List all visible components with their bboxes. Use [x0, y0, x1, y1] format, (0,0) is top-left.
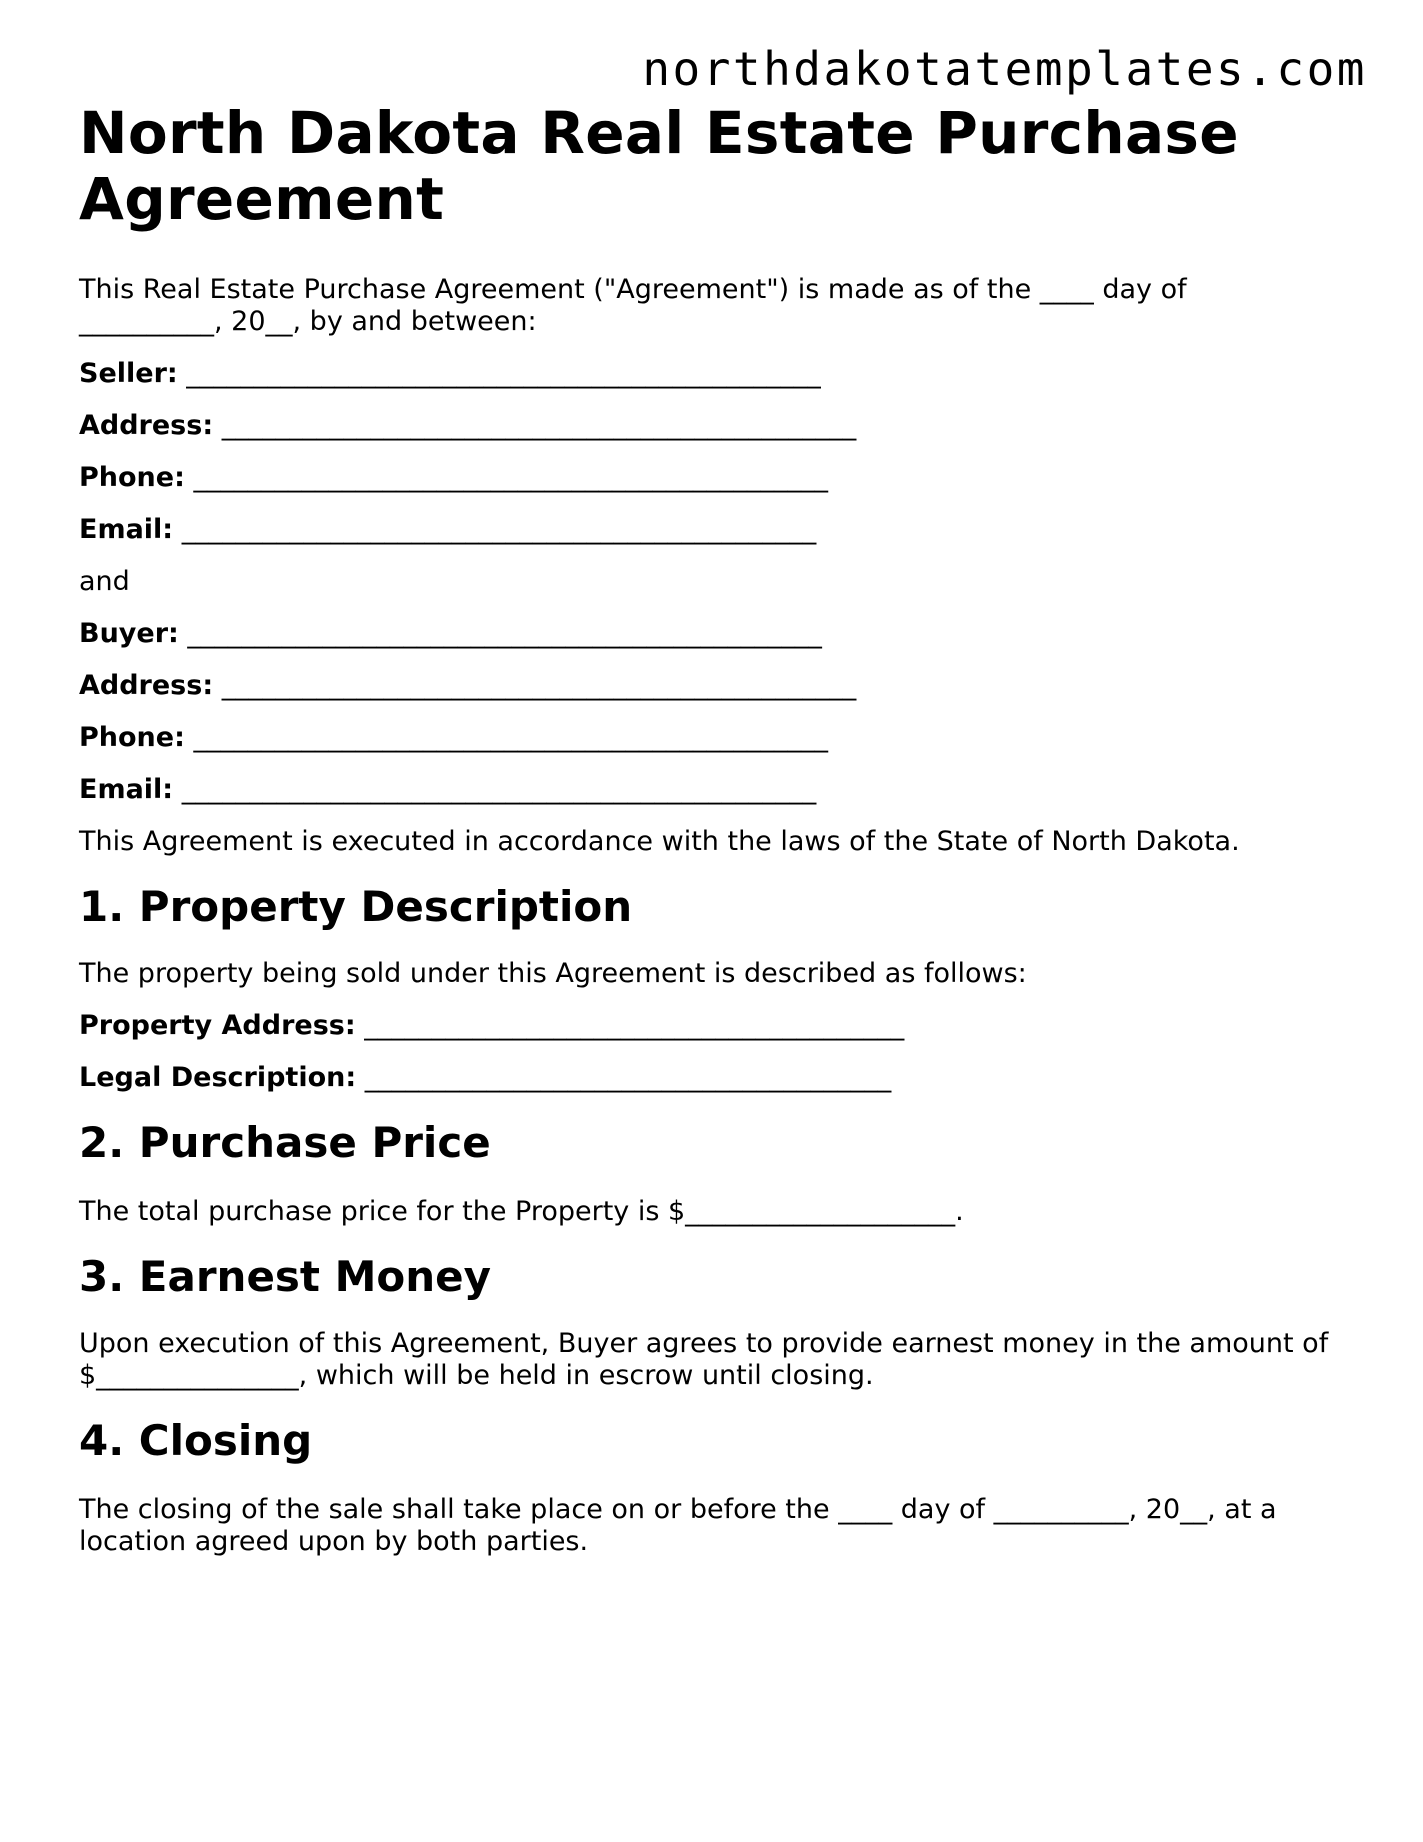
buyer-phone-label: Phone:	[79, 722, 185, 753]
buyer-name-blank[interactable]: _______________________________________________	[187, 618, 822, 649]
legal-description-label: Legal Description:	[79, 1062, 357, 1093]
legal-description-blank[interactable]: _______________________________________	[364, 1062, 892, 1093]
seller-email-field	[79, 514, 1369, 546]
seller-name-label: Seller:	[79, 358, 178, 389]
buyer-phone-blank[interactable]: _______________________________________________	[193, 722, 828, 753]
seller-address-field	[79, 410, 1369, 442]
section-heading-property: 1. Property Description	[79, 882, 633, 931]
buyer-email-blank[interactable]: _______________________________________________	[181, 774, 817, 805]
buyer-email-label: Email:	[79, 774, 174, 805]
seller-phone-field	[79, 462, 1369, 494]
seller-name-field	[79, 358, 1369, 390]
seller-address-blank[interactable]: _______________________________________________	[221, 410, 857, 441]
buyer-address-blank[interactable]: _______________________________________________	[221, 670, 857, 701]
property-intro-text: The property being sold under this Agreement is described as follows:	[79, 958, 1027, 989]
purchase-price-text: The total purchase price for the Property is $____________________.	[79, 1196, 964, 1227]
seller-email-blank[interactable]: _______________________________________________	[181, 514, 817, 545]
buyer-address-label: Address:	[79, 670, 214, 701]
seller-email-label: Email:	[79, 514, 174, 545]
legal-description-field	[79, 1062, 1369, 1094]
buyer-email-field	[79, 774, 1369, 806]
page-title: North Dakota Real Estate Purchase Agreement	[79, 99, 1239, 233]
section-heading-earnest: 3. Earnest Money	[79, 1252, 492, 1301]
property-address-field	[79, 1010, 1369, 1042]
property-address-label: Property Address:	[79, 1010, 356, 1041]
section-heading-closing: 4. Closing	[79, 1416, 313, 1465]
earnest-money-text: Upon execution of this Agreement, Buyer agrees to provide earnest money in the amount of $_______________, which will be held in escrow until closing.	[79, 1328, 1329, 1391]
intro-paragraph: This Real Estate Purchase Agreement ("Agreement") is made as of the ____ day of __________, 20__, by and between:	[79, 274, 1187, 337]
and-text: and	[79, 566, 130, 597]
buyer-address-field	[79, 670, 1369, 702]
seller-phone-blank[interactable]: _______________________________________________	[193, 462, 828, 493]
buyer-name-field	[79, 618, 1369, 650]
watermark-text: northdakotatemplates.com	[642, 42, 1367, 96]
section-heading-price: 2. Purchase Price	[79, 1118, 491, 1167]
buyer-phone-field	[79, 722, 1369, 754]
laws-statement: This Agreement is executed in accordance with the laws of the State of North Dakota.	[79, 826, 1240, 857]
seller-phone-label: Phone:	[79, 462, 185, 493]
seller-address-label: Address:	[79, 410, 214, 441]
buyer-name-label: Buyer:	[79, 618, 179, 649]
closing-text: The closing of the sale shall take place on or before the ____ day of __________, 20__, at a location agreed upon by both parties.	[79, 1494, 1277, 1557]
property-address-blank[interactable]: ________________________________________	[364, 1010, 905, 1041]
seller-block	[79, 358, 1369, 546]
seller-name-blank[interactable]: _______________________________________________	[186, 358, 821, 389]
document-page	[79, 100, 1369, 1558]
buyer-block	[79, 618, 1369, 806]
